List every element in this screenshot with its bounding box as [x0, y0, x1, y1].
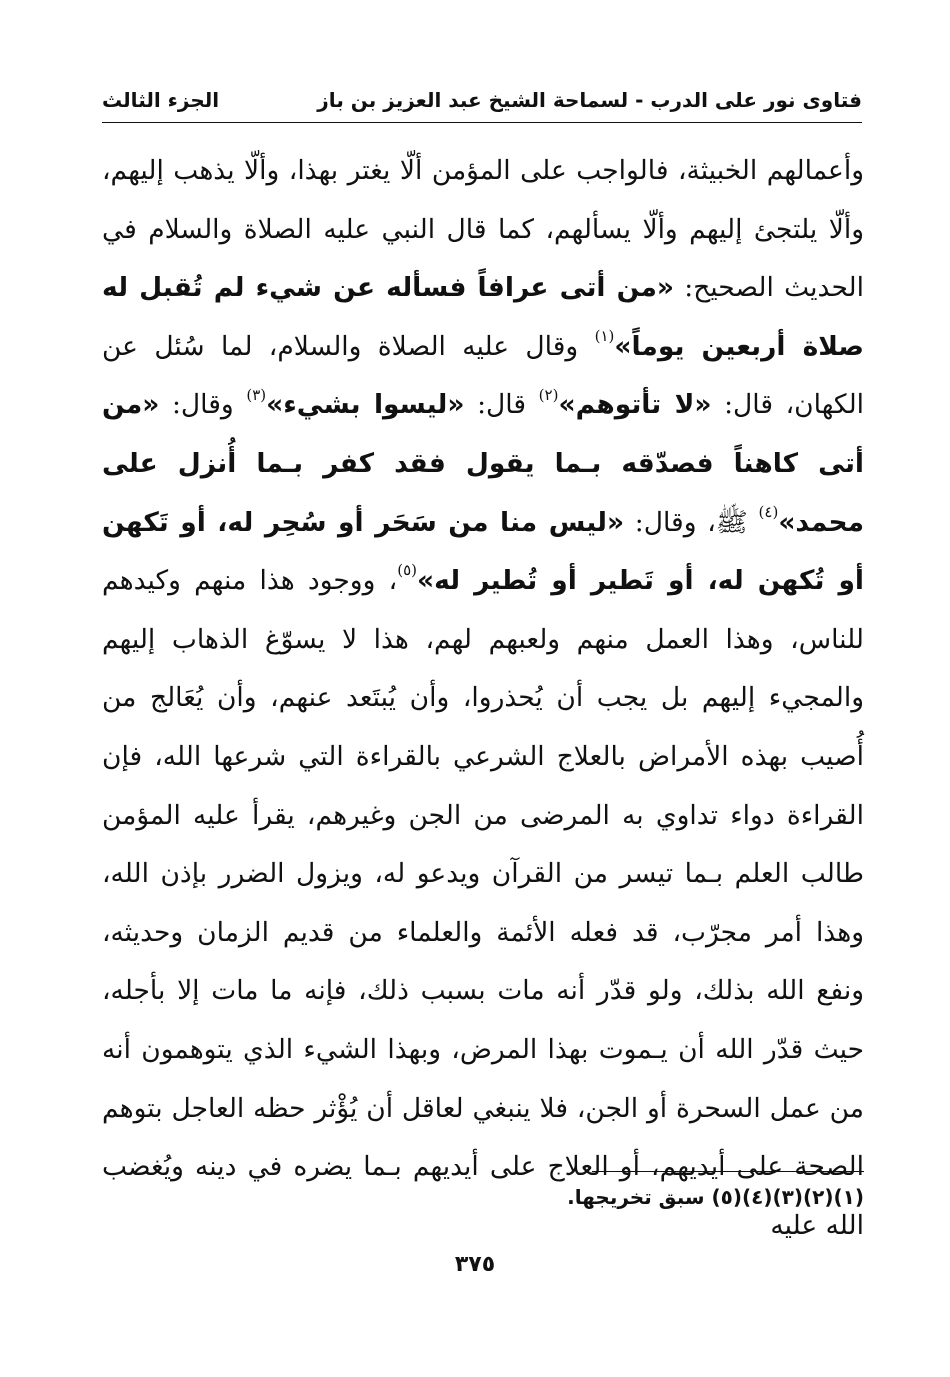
footnote: (١)(٢)(٣)(٤)(٥) سبق تخريجها. — [567, 1185, 864, 1209]
footnote-ref: (٥) — [397, 561, 417, 580]
text-segment: قال: — [464, 389, 539, 421]
footnote-ref: (١) — [594, 326, 615, 345]
text-segment: ﷺ، وقال: — [624, 506, 759, 538]
header-part-label: الجزء الثالث — [102, 88, 220, 112]
hadith-quote: «ليس منا من سَحَر أو سُحِر له، أو تَكهن أو تُكهن له، أو تَطير أو تُطير له» — [102, 506, 865, 597]
page-number: ٣٧٥ — [454, 1252, 496, 1277]
text-segment: وأعمالهم الخبيثة، فالواجب على المؤمن ألّا يغتر بهذا، وألّا يذهب إليهم، وألّا يلتجئ إليهم وألّا يسألهم، كما قال النبي عليه الصلاة والسلام في الحديث الصحيح: — [102, 155, 864, 304]
footnote-ref: (٣) — [246, 385, 267, 404]
hadith-quote: «لا تأتوهم» — [558, 389, 712, 421]
text-segment: وقال: — [159, 389, 247, 421]
footnote-divider — [592, 1171, 864, 1172]
footnote-ref: (٤) — [758, 502, 779, 521]
footnote-ref: (٢) — [538, 385, 559, 404]
text-segment: ، ووجود هذا منهم وكيدهم للناس، وهذا العمل منهم ولعبهم لهم، هذا لا يسوّغ الذهاب إليهم والمجيء إليهم بل يجب أن يُحذروا، وأن يُبتَعد عنهم، وأن يُعَالج من أُصيب بهذه الأمراض بالعلاج الشرعي بالقراءة التي شرعها الله، فإن القراءة دواء تداوي به المرضى من الجن وغيرهم، يقرأ عليه المؤمن طالب العلم بـما تيسر من القرآن ويدعو له، ويزول الضرر بإذن الله، وهذا أمر مجرّب، قد فعله الأئمة والعلماء من قديم الزمان وحديثه، ونفع الله بذلك، ولو قدّر أنه مات بسبب ذلك، فإنه ما مات إلا بأجله، حيث قدّر الله أن يـموت بهذا المرض، وبهذا الشيء الذي يتوهمون أنه من عمل السحرة أو الجن، فلا ينبغي لعاقل أن يُؤْثر حظه العاجل بتوهم الصحة على أيديهم، أو العلاج على أيديهم بـما يضره في دينه ويُغضب الله عليه — [102, 565, 864, 1241]
hadith-quote: «من أتى كاهناً فصدّقه بـما يقول فقد كفر بـما أُنزل على محمد» — [102, 389, 865, 538]
main-text — [102, 142, 864, 1255]
header-book-title: فتاوى نور على الدرب - لسماحة الشيخ عبد العزيز بن باز — [317, 88, 862, 112]
running-header — [102, 82, 862, 123]
hadith-quote: «من أتى عرافاً فسأله عن شيء لم تُقبل له صلاة أربعين يوماً» — [102, 272, 865, 362]
text-segment: وقال عليه الصلاة والسلام، لما سُئل عن الكهان، قال: — [102, 330, 865, 421]
hadith-quote: «ليسوا بشيء» — [266, 389, 465, 421]
